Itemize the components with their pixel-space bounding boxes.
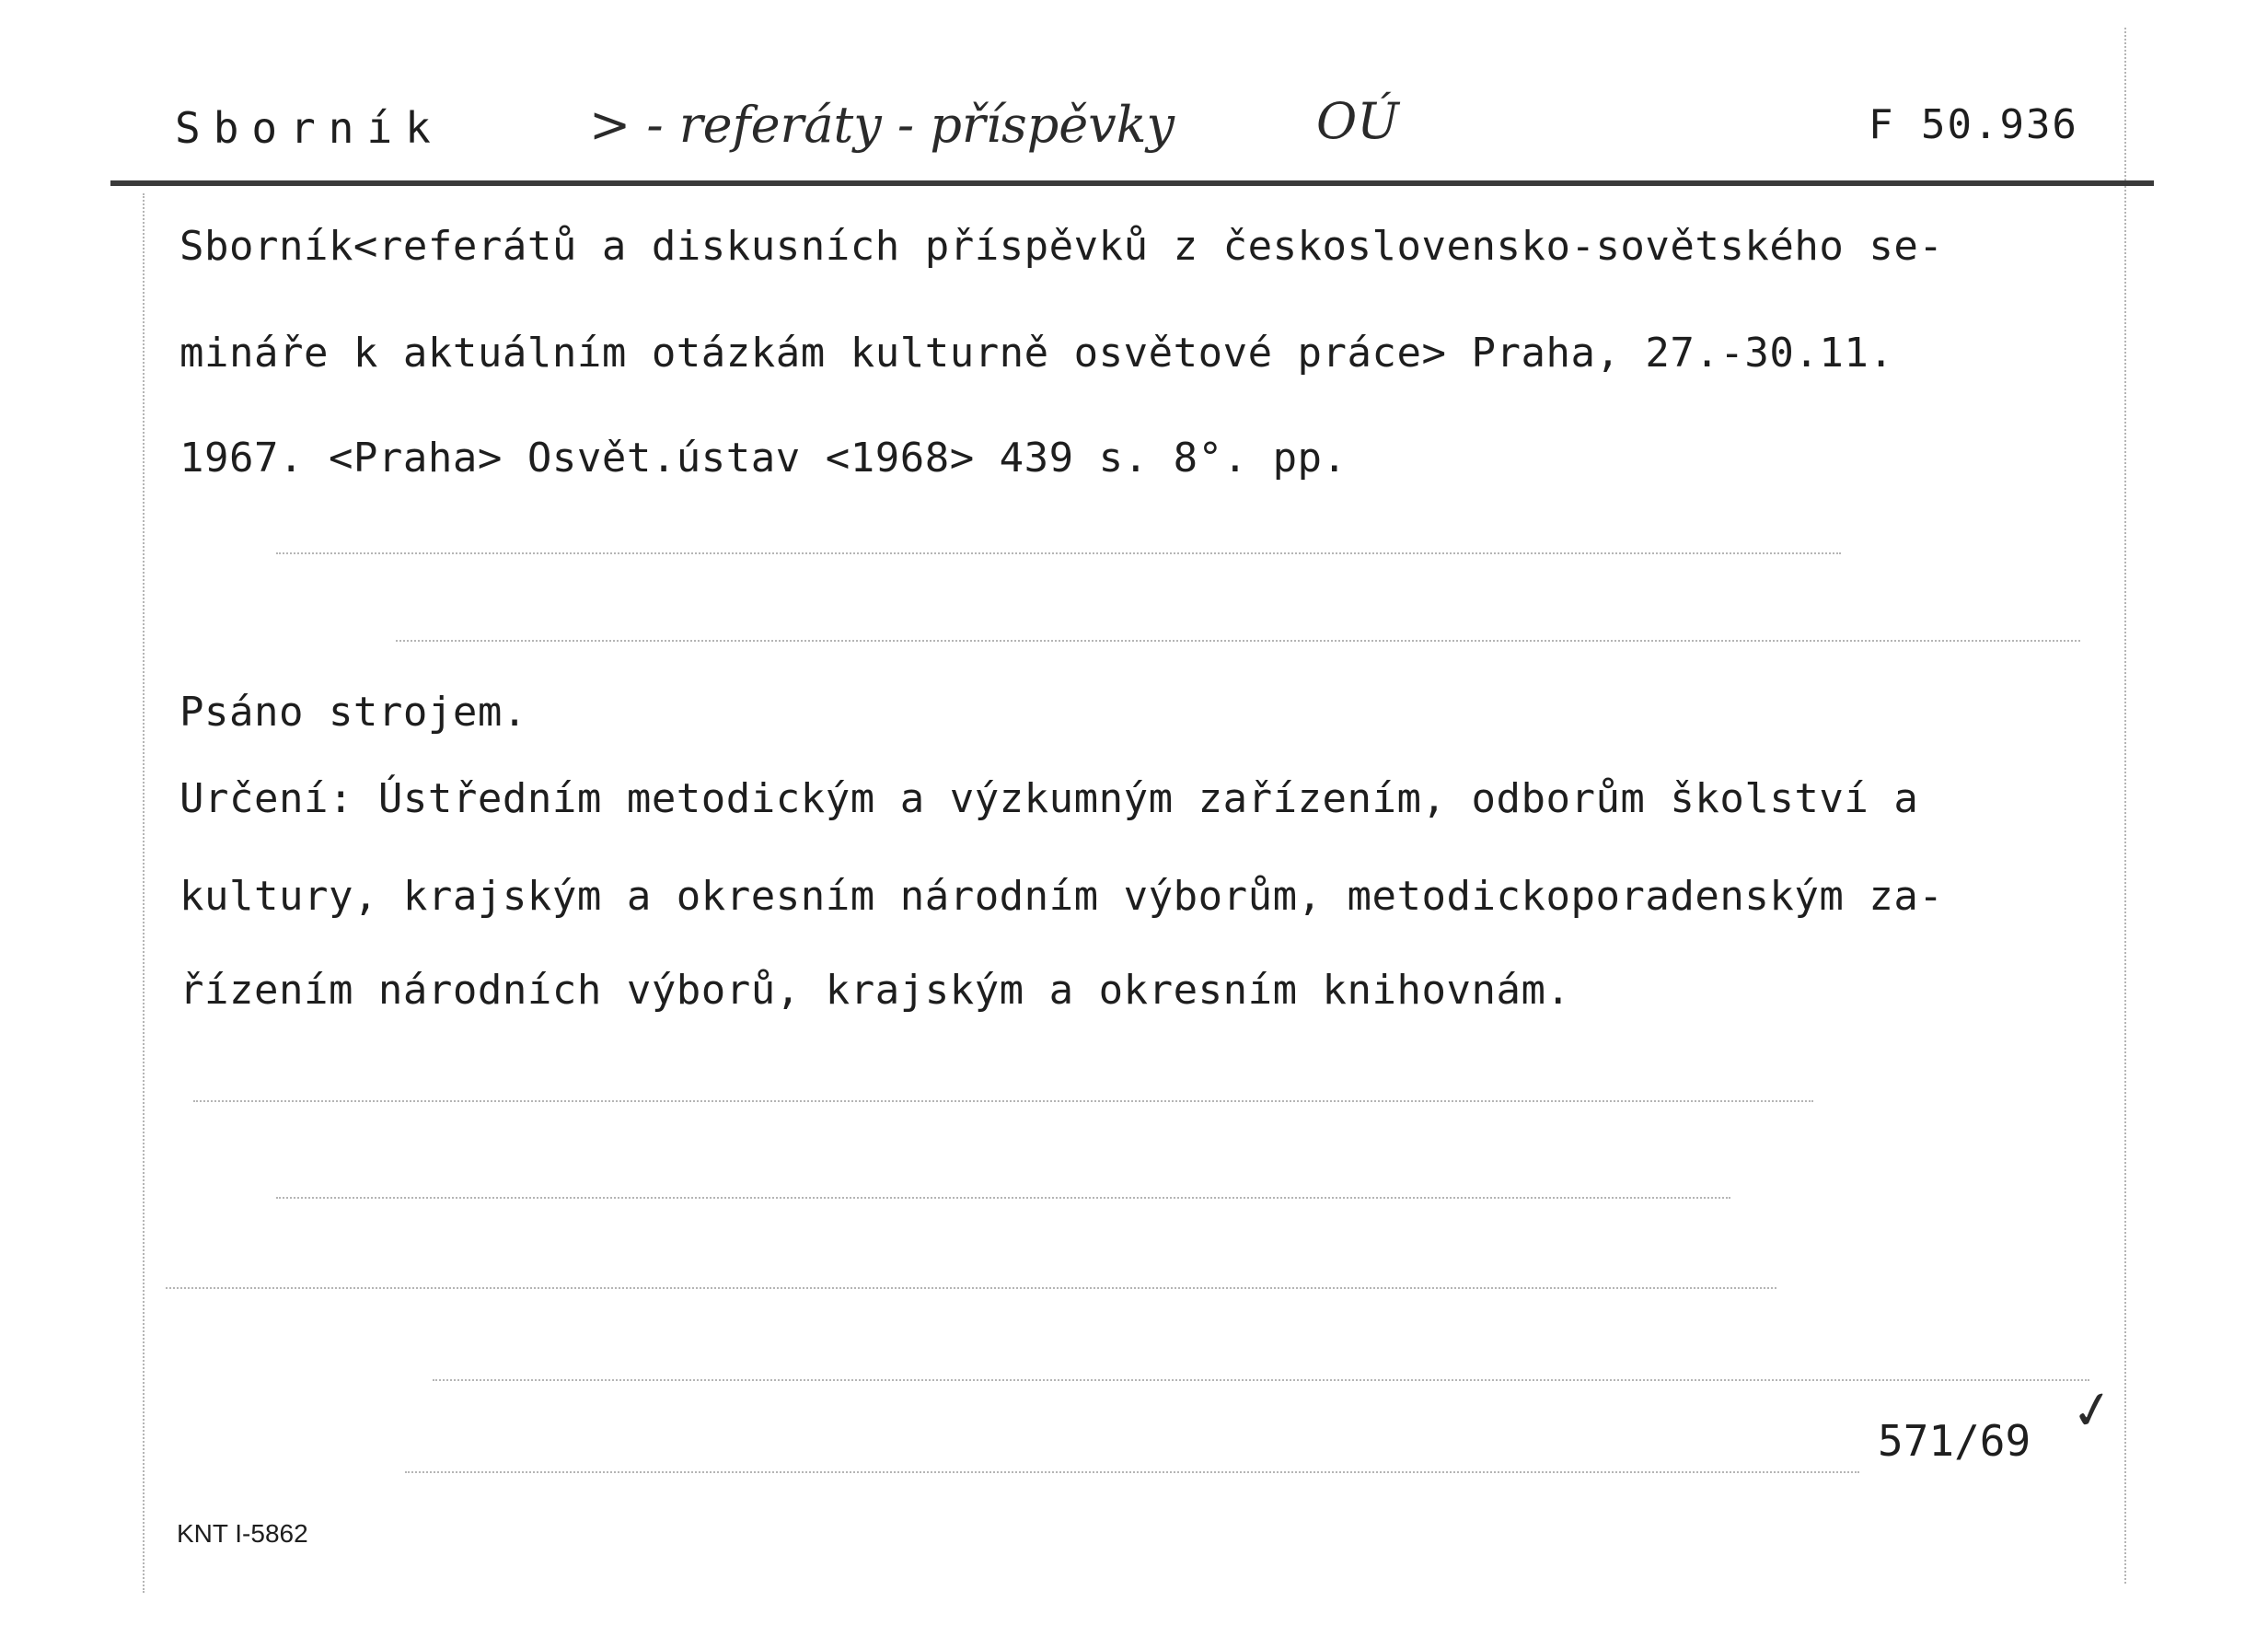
purpose-line-3: řízením národních výborů, krajským a okresním knihovnám.	[179, 967, 1571, 1014]
left-margin-line	[143, 193, 145, 1593]
guide-line	[276, 1197, 1730, 1199]
card-heading: Sborník	[175, 103, 444, 153]
guide-line	[166, 1287, 1776, 1289]
guide-line	[193, 1100, 1813, 1102]
guide-line	[276, 552, 1841, 554]
check-mark-icon: ✓	[2066, 1377, 2120, 1445]
handwritten-code: OÚ	[1316, 92, 1399, 150]
form-code: KNT I-5862	[177, 1519, 308, 1548]
guide-line	[433, 1379, 2089, 1381]
title-line-1: Sborník<referátů a diskusních příspěvků z československo-sovětského se-	[179, 223, 1944, 270]
guide-line	[405, 1471, 1859, 1473]
right-margin-line	[2124, 28, 2126, 1584]
title-line-3: 1967. <Praha> Osvět.ústav <1968> 439 s. 8°. pp.	[179, 435, 1348, 482]
purpose-line-1: Určení: Ústředním metodickým a výzkumným zařízením, odborům školství a	[179, 775, 1919, 822]
title-line-2: mináře k aktuálním otázkám kulturně osvětové práce> Praha, 27.-30.11.	[179, 330, 1894, 377]
call-number: F 50.936	[1869, 101, 2078, 148]
header-rule	[110, 180, 2154, 186]
purpose-line-2: kultury, krajským a okresním národním výborům, metodickoporadenským za-	[179, 873, 1944, 920]
handwritten-subject-note: > - referáty - příspěvky	[589, 96, 1174, 154]
guide-line	[396, 640, 2080, 642]
note-line: Psáno strojem.	[179, 689, 527, 736]
inventory-number: 571/69	[1878, 1416, 2031, 1466]
